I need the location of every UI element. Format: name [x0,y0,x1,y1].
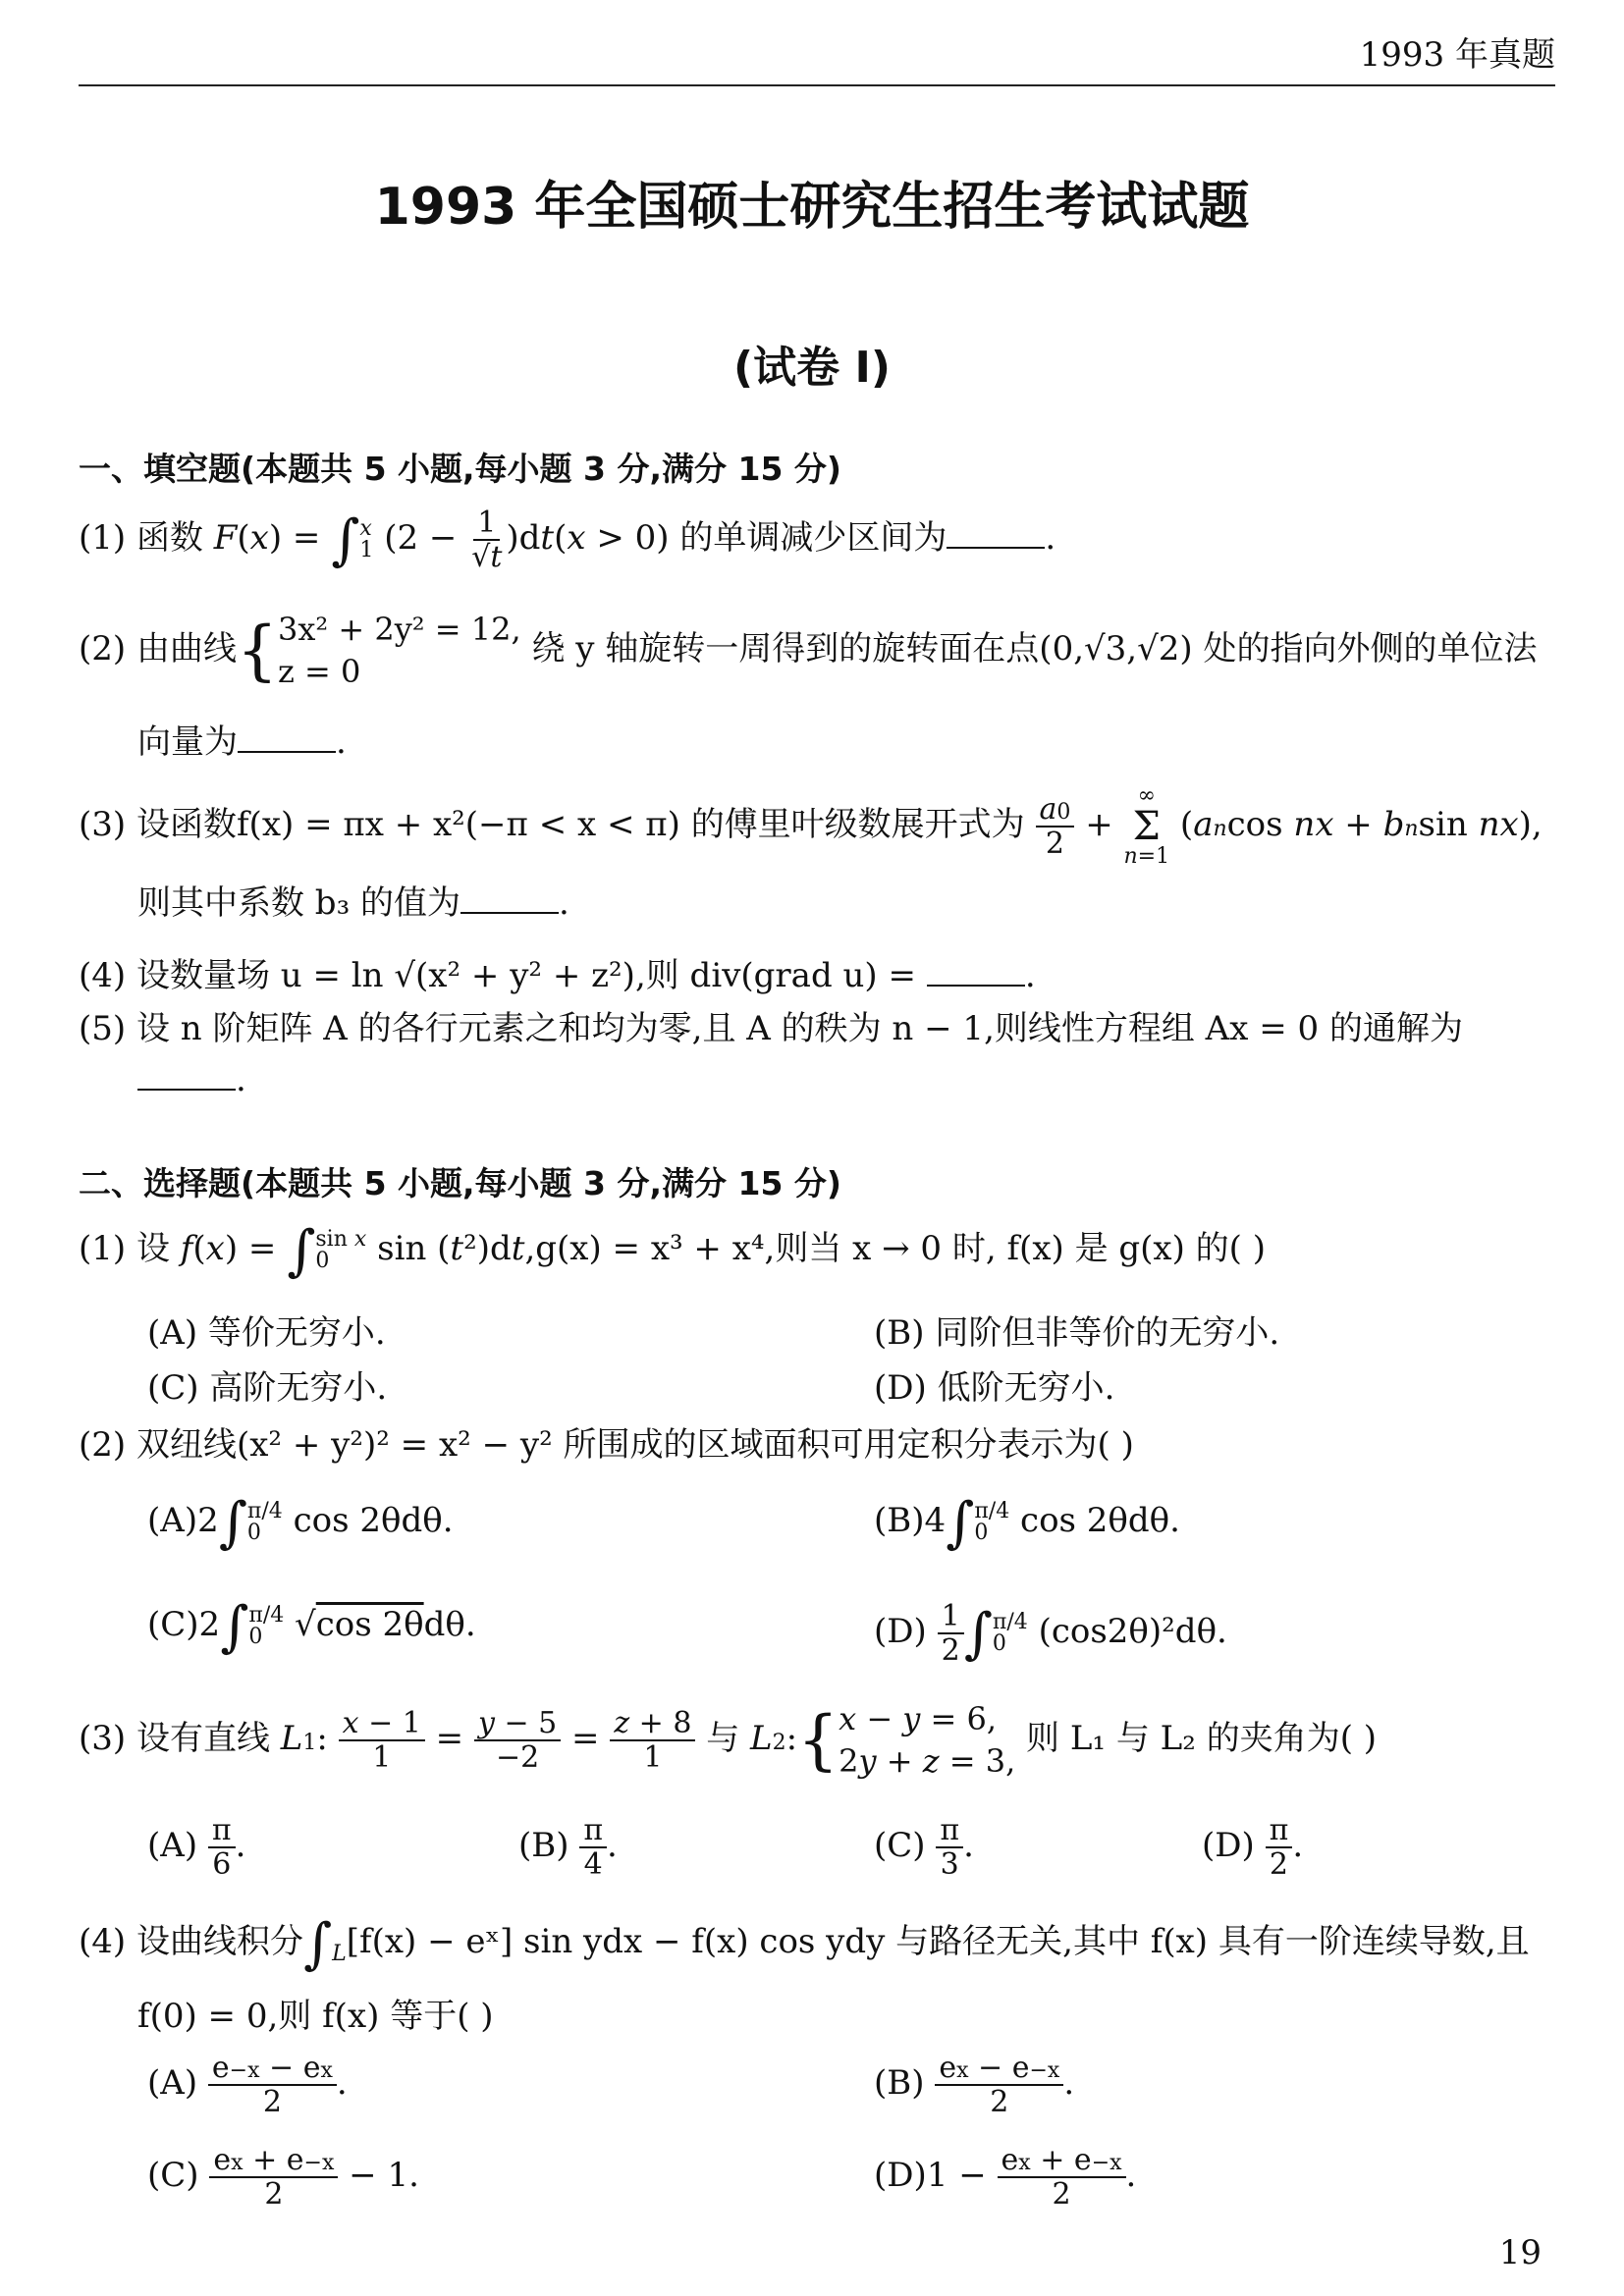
s2-q3-option-c: (C) $\frac{\pi}{3}$ . [874,1813,974,1882]
s1-question-3: (3) 设函数f(x) = πx + x²(−π < x < π) 的傅里叶级数展开式为 $\frac{a0}{2}$ + ∞ Σ n=1 (ancos nx + bnsin nx), [79,783,1543,869]
s2-q1-option-a: (A) 等价无穷小. [147,1313,386,1353]
section-2-heading: 二、选择题(本题共 5 小题,每小题 3 分,满分 15 分) [79,1164,842,1202]
s1-question-3-cont: 则其中系数 b₃ 的值为 . [137,883,569,923]
s1-question-2: (2) 由曲线{ 3x² + 2y² = 12, z = 0 绕 y 轴旋转一周得到的旋转面在点(0,√3,√2) 处的指向外侧的单位法 [79,611,1538,691]
s1-question-5-cont: . [137,1060,246,1099]
s2-question-4: (4) 设曲线积分∫ L [f(x) − eˣ] sin ydx − f(x) cos ydy 与路径无关,其中 f(x) 具有一阶连续导数,且 [79,1912,1530,1976]
header-rule [79,84,1555,86]
s2-q3-option-b: (B) $\frac{\pi}{4}$ . [518,1813,618,1882]
s2-question-1: (1) 设 f(x) = ∫ sin x 0 sin (t²)dt,g(x) = x³ + x⁴,则当 x → 0 时, f(x) 是 g(x) 的( ) [79,1219,1266,1283]
s2-q3-option-a: (A) $\frac{\pi}{6}$ . [147,1813,246,1882]
section-1-heading: 一、填空题(本题共 5 小题,每小题 3 分,满分 15 分) [79,450,842,488]
s2-q1-option-b: (B) 同阶但非等价的无穷小. [874,1313,1280,1353]
s1-question-2-cont: 向量为 . [137,722,347,762]
page-number: 19 [1498,2233,1542,2272]
s2-question-2: (2) 双纽线(x² + y²)² = x² − y² 所围成的区域面积可用定积分表示为( ) [79,1425,1134,1465]
s2-q4-option-a: (A) $\frac{e-x - ex}{2}$ . [147,2051,348,2119]
s2-q1-option-d: (D) 低阶无穷小. [874,1368,1115,1408]
s2-q3-option-d: (D) $\frac{\pi}{2}$ . [1202,1813,1304,1882]
running-head: 1993 年真题 [1359,35,1555,75]
s2-q1-option-c: (C) 高阶无穷小. [147,1368,388,1408]
answer-blank [238,725,336,753]
s1-question-4: (4) 设数量场 u = ln √(x² + y² + z²),则 div(grad u) = . [79,956,1036,995]
s1-question-5: (5) 设 n 阶矩阵 A 的各行元素之和均为零,且 A 的秩为 n − 1,则线性方程组 Ax = 0 的通解为 [79,1009,1463,1048]
s2-question-4-cont: f(0) = 0,则 f(x) 等于( ) [137,1997,494,2036]
s2-q2-option-a: (A)2∫ π/4 0 cos 2θdθ. [147,1491,454,1555]
answer-blank [460,886,559,914]
answer-blank [947,521,1045,549]
s2-q2-option-d: (D) $\frac{1}{2}$ ∫ π/4 0 (cos2θ)²dθ. [874,1599,1227,1668]
s2-q2-option-b: (B)4∫ π/4 0 cos 2θdθ. [874,1491,1180,1555]
answer-blank [927,959,1025,987]
page-title: 1993 年全国硕士研究生招生考试试题 [374,178,1250,237]
paper-subtitle: (试卷 Ⅰ) [733,343,891,393]
s1-question-1: (1) 函数 F(x) = ∫ x 1 (2 − $\frac{1}{√t}$ )dt(x > 0) 的单调减少区间为 . [79,506,1056,574]
answer-blank [137,1063,236,1091]
s2-q4-option-c: (C) $\frac{ex + e-x}{2}$ − 1. [147,2143,419,2212]
s2-q2-option-c: (C)2∫ π/4 0 √cos 2θdθ. [147,1595,476,1659]
s2-q4-option-d: (D)1 − $\frac{ex + e-x}{2}$ . [874,2143,1137,2212]
s2-q4-option-b: (B) $\frac{ex - e-x}{2}$ . [874,2051,1075,2119]
s2-question-3: (3) 设有直线 L1: $\frac{x - 1}{1}$ = $\frac{y - 5}{-2}$ = $\frac{z + 8}{1}$ 与 L2:{ x − y = 6, 2y + z = 3, 则 L₁ 与 L₂ 的夹角为( ) [79,1700,1378,1781]
